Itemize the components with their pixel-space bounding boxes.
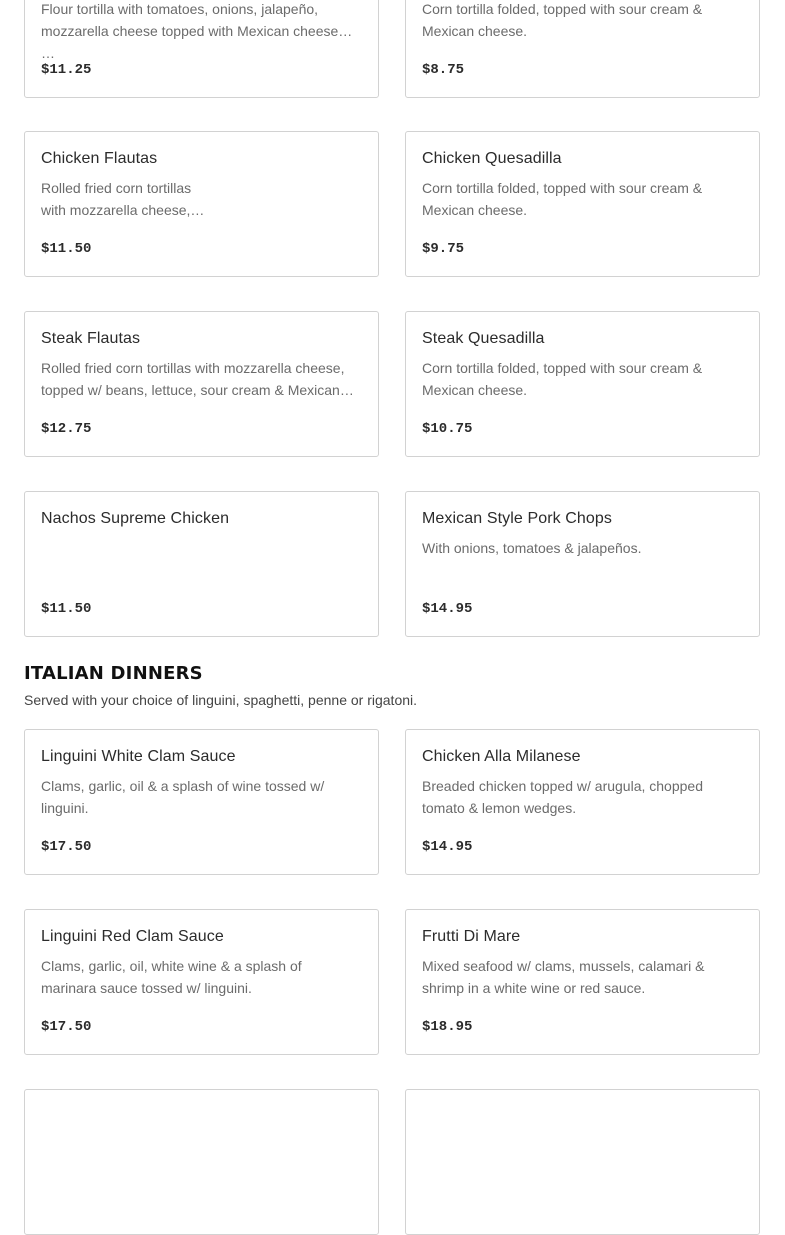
menu-item-description: Clams, garlic, oil, white wine & a splash of marinara sauce tossed w/ linguini. <box>41 958 302 996</box>
menu-item-name: Linguini White Clam Sauce <box>41 748 236 765</box>
section-title: ITALIAN DINNERS <box>24 663 203 684</box>
menu-item-description: Corn tortilla folded, topped with sour cream & Mexican cheese. <box>422 180 703 218</box>
menu-item-name: Chicken Alla Milanese <box>422 748 581 765</box>
menu-item-card[interactable] <box>24 729 379 875</box>
menu-item-name: Nachos Supreme Chicken <box>41 510 230 527</box>
menu-item-card[interactable] <box>24 491 379 637</box>
menu-item-card[interactable] <box>24 909 379 1055</box>
menu-item-price: $11.25 <box>41 62 92 78</box>
menu-item-card[interactable] <box>405 311 760 457</box>
menu-item-name: Chicken Flautas <box>41 150 158 167</box>
menu-item-price: $11.50 <box>41 601 92 617</box>
menu-item-price: $8.75 <box>422 62 465 78</box>
menu-item-name: Steak Flautas <box>41 330 141 347</box>
menu-item-card[interactable] <box>24 1089 379 1235</box>
menu-item-price: $9.75 <box>422 241 465 257</box>
section-subtitle: Served with your choice of linguini, spaghetti, penne or rigatoni. <box>24 692 418 708</box>
menu-item-price: $17.50 <box>41 1019 92 1035</box>
menu-item-name: Steak Quesadilla <box>422 330 545 347</box>
menu-item-name: Frutti Di Mare <box>422 928 521 945</box>
menu-item-price: $11.50 <box>41 241 92 257</box>
menu-item-description: Clams, garlic, oil & a splash of wine tossed w/ linguini. <box>41 778 325 816</box>
menu-item-card[interactable] <box>24 131 379 277</box>
menu-item-card[interactable] <box>405 1089 760 1235</box>
menu-item-description: Corn tortilla folded, topped with sour cream & Mexican cheese. <box>422 360 703 398</box>
menu-item-description: Rolled fried corn tortillas with mozzarella cheese, topped w/ beans, lettuce, sour cream & Mexican… <box>41 360 354 398</box>
menu-item-card[interactable] <box>405 491 760 637</box>
menu-item-description: Mixed seafood w/ clams, mussels, calamari & shrimp in a white wine or red sauce. <box>422 958 705 996</box>
menu-item-description: Corn tortilla folded, topped with sour cream & Mexican cheese. <box>422 1 703 39</box>
menu-item-card[interactable] <box>405 0 760 98</box>
menu-item-price: $10.75 <box>422 421 473 437</box>
menu-item-description: With onions, tomatoes & jalapeños. <box>422 540 642 556</box>
menu-item-card[interactable] <box>24 311 379 457</box>
menu-item-description: Breaded chicken topped w/ arugula, chopped tomato & lemon wedges. <box>422 778 703 816</box>
menu-item-card[interactable] <box>24 0 379 98</box>
menu-item-card[interactable] <box>405 909 760 1055</box>
menu-item-name: Linguini Red Clam Sauce <box>41 928 224 945</box>
menu-item-price: $17.50 <box>41 839 92 855</box>
menu-item-name: Chicken Quesadilla <box>422 150 562 167</box>
menu-item-price: $14.95 <box>422 601 473 617</box>
menu-item-name: Mexican Style Pork Chops <box>422 510 613 527</box>
menu-item-card[interactable] <box>405 729 760 875</box>
menu-item-price: $12.75 <box>41 421 92 437</box>
menu-item-description: Flour tortilla with tomatoes, onions, jalapeño, mozzarella cheese topped with Mexican cheese … <box>41 1 339 61</box>
menu-item-price: $18.95 <box>422 1019 473 1035</box>
menu-item-description: Rolled fried corn tortillas with mozzarella cheese,… <box>41 180 205 218</box>
menu-item-card[interactable] <box>405 131 760 277</box>
menu-item-price: $14.95 <box>422 839 473 855</box>
